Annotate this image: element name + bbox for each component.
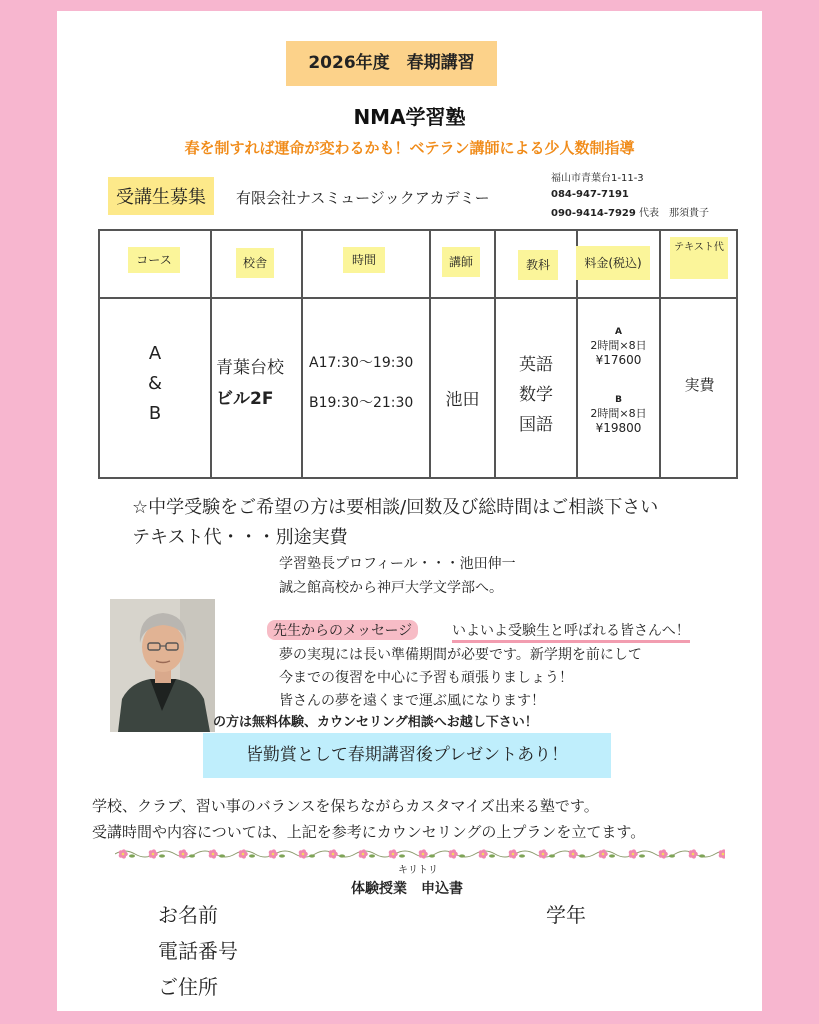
message-line-4: 皆さんの夢を遠くまで運ぶ風になります！ [279, 693, 545, 709]
course-b: B [148, 403, 162, 424]
time-a: A17:30～19:30 [309, 355, 414, 371]
course-table [98, 229, 738, 479]
fee-a-detail: 2時間×8日 [590, 339, 647, 352]
header-campus: 校舎 [236, 248, 274, 278]
header-time: 時間 [343, 247, 385, 273]
company-name: 有限会社ナスミュージックアカデミー [236, 189, 490, 207]
table-divider [301, 231, 303, 477]
company-address: 福山市青葉台1-11-3 [551, 173, 644, 184]
profile-education: 誠之館高校から神戸大学文学部へ。 [279, 580, 503, 596]
note-entrance-exam: ☆中学受験をご希望の方は要相談/回数及び総時間はご相談下さい [132, 497, 659, 518]
table-divider [100, 297, 736, 299]
time-b: B19:30～21:30 [309, 395, 414, 411]
message-label: 先生からのメッセージ [267, 620, 418, 640]
header-fee: 料金(税込) [576, 246, 650, 280]
header-teacher: 講師 [442, 247, 480, 277]
profile-name: 学習塾長プロフィール・・・池田伸一 [279, 556, 516, 572]
vine-flower [449, 849, 465, 858]
company-phone: 084-947-7191 [551, 189, 629, 200]
header-subject: 教科 [518, 250, 558, 280]
time-cell [309, 353, 413, 413]
course-and: & [147, 373, 163, 394]
cut-line-label: キリトリ [398, 865, 438, 876]
header-course: コース [128, 247, 180, 273]
mobile-number: 090-9414-7929 [551, 208, 636, 219]
subject-japanese: 国語 [519, 415, 553, 435]
form-name-label: お名前 [158, 903, 218, 927]
subject-math: 数学 [519, 385, 553, 405]
form-phone-label: 電話番号 [158, 939, 238, 963]
note-text-fee: テキスト代・・・別途実費 [132, 527, 348, 548]
form-grade-label: 学年 [546, 903, 586, 927]
form-address-label: ご住所 [158, 975, 218, 999]
header-text-fee: テキスト代 [670, 237, 728, 279]
footer-line-2: 受講時間や内容については、上記を参考にカウンセリングの上プランを立てます。 [92, 823, 646, 841]
fee-a-label: A [615, 327, 622, 337]
vine-flower [719, 849, 725, 858]
teacher-cell: 池田 [445, 390, 480, 410]
vine-flower [569, 849, 585, 858]
message-headline: いよいよ受験生と呼ばれる皆さんへ！ [452, 620, 690, 643]
catchphrase: 春を制すれば運命が変わるかも！ベテラン講師による少人数制指導 [184, 139, 635, 157]
campus-floor: ビル2F [216, 389, 274, 409]
form-title: 体験授業 申込書 [351, 881, 463, 897]
campus-cell [216, 353, 284, 415]
fee-b-label: B [615, 395, 622, 405]
teacher-photo [110, 599, 215, 732]
school-name: NMA学習塾 [353, 105, 466, 129]
campus-name: 青葉台校 [216, 358, 284, 378]
vine-flower [689, 849, 705, 858]
subject-cell [496, 350, 576, 440]
representative: 代表 那須貴子 [639, 208, 710, 219]
year-title: 2026年度 春期講習 [286, 41, 497, 86]
footer-line-1: 学校、クラブ、習い事のバランスを保ちながらカスタマイズ出来る塾です。 [92, 797, 599, 815]
message-line-5: の方は無料体験、カウンセリング相談へお越し下さい！ [213, 715, 538, 730]
course-a: A [148, 343, 162, 364]
flyer-sheet [57, 11, 762, 1011]
subject-english: 英語 [519, 355, 553, 375]
company-mobile [551, 204, 709, 219]
message-line-3: 今までの復習を中心に予習も頑張りましょう！ [279, 670, 573, 686]
fee-b-detail: 2時間×8日 [590, 407, 647, 420]
vine-flower [209, 849, 225, 858]
fee-a-price: ¥17600 [595, 353, 642, 367]
fee-b-price: ¥19800 [595, 421, 642, 435]
fee-cell [578, 325, 659, 435]
recruit-label: 受講生募集 [108, 177, 214, 215]
table-divider [659, 231, 661, 477]
message-line-2: 夢の実現には長い準備期間が必要です。新学期を前にして [279, 647, 642, 663]
table-divider [210, 231, 212, 477]
table-divider [429, 231, 431, 477]
course-cell [100, 339, 210, 429]
vine-flower [329, 849, 345, 858]
text-fee-cell: 実費 [684, 376, 715, 394]
present-banner: 皆勤賞として春期講習後プレゼントあり！ [203, 733, 611, 778]
